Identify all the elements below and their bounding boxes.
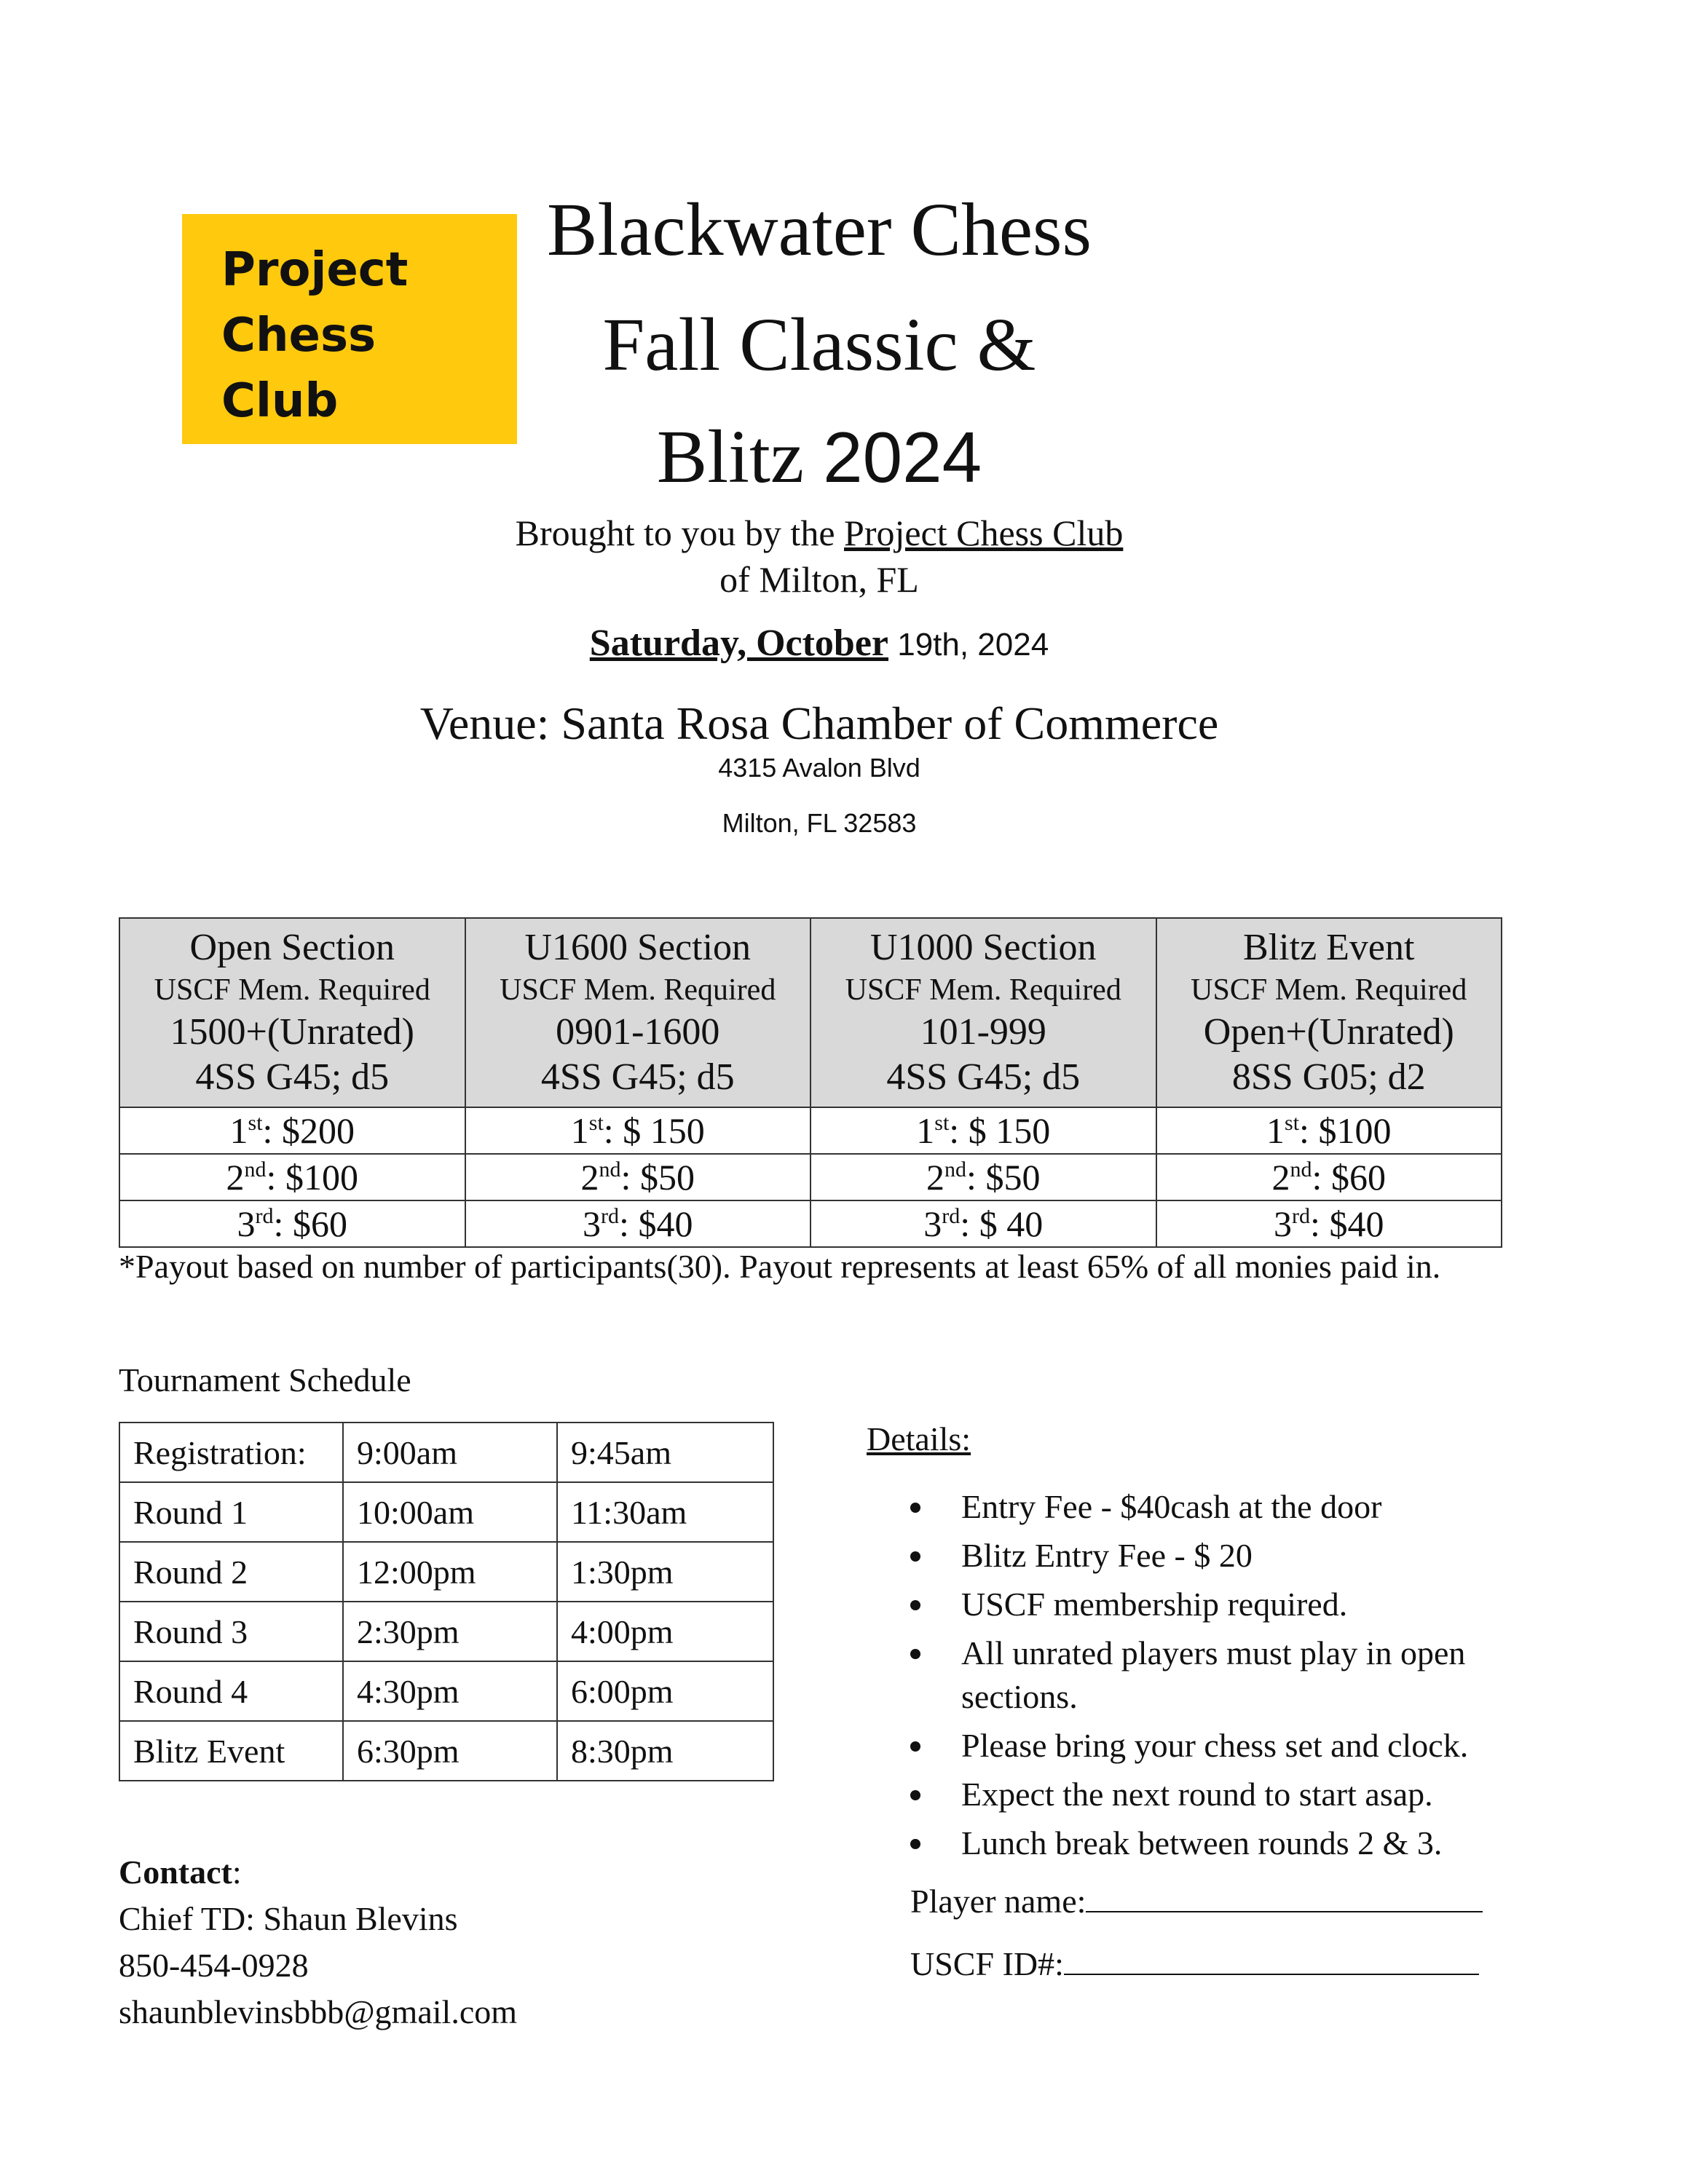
place-number: 2 [580, 1157, 599, 1198]
prize-cell: 1st: $100 [1156, 1107, 1502, 1154]
byline [364, 510, 1274, 556]
prize-amount: $ 150 [623, 1110, 705, 1151]
place-number: 1 [570, 1110, 589, 1151]
place-suffix: st [248, 1111, 263, 1135]
prize-amount: $50 [639, 1157, 695, 1198]
uscf-id-blank[interactable] [1064, 1944, 1479, 1975]
date-day: Saturday, October [589, 622, 888, 664]
schedule-end: 6:00pm [557, 1661, 773, 1721]
prize-cell: 3rd: $60 [119, 1200, 465, 1247]
place-suffix: nd [599, 1158, 621, 1182]
section-name: U1000 Section [869, 927, 1097, 968]
schedule-start: 10:00am [343, 1482, 557, 1542]
player-name-label: Player name: [910, 1883, 1086, 1920]
schedule-start: 4:30pm [343, 1661, 557, 1721]
prize-cell: 2nd: $100 [119, 1154, 465, 1200]
schedule-row [119, 1602, 773, 1661]
section-format: 4SS G45; d5 [195, 1056, 390, 1098]
place-number: 3 [237, 1203, 256, 1244]
title-line-3 [437, 414, 1202, 501]
place-suffix: rd [1292, 1204, 1311, 1228]
title-blitz: Blitz [656, 415, 805, 499]
event-date [364, 620, 1274, 668]
venue-name: Venue: Santa Rosa Chamber of Commerce [419, 697, 1219, 749]
section-name: Open Section [189, 927, 395, 968]
section-name: U1600 Section [524, 927, 752, 968]
schedule-event: Blitz Event [119, 1721, 343, 1781]
venue-address-1: 4315 Avalon Blvd [718, 753, 920, 783]
payout-note: *Payout based on number of participants(30). Payout represents at least 65% of all monies paid in. [119, 1248, 1441, 1285]
prize-cell: 1st: $ 150 [811, 1107, 1156, 1154]
date-rest: 19th, 2024 [888, 627, 1049, 662]
first-prize-row [119, 1107, 1502, 1154]
section-open [119, 918, 465, 1107]
schedule-start: 12:00pm [343, 1542, 557, 1602]
schedule-table [119, 1422, 774, 1781]
prize-amount: $40 [638, 1203, 693, 1244]
prize-cell: 2nd: $60 [1156, 1154, 1502, 1200]
place-suffix: rd [255, 1204, 274, 1228]
section-u1000 [811, 918, 1156, 1107]
details-item: All unrated players must play in open sections. [910, 1631, 1566, 1719]
prize-cell: 3rd: $40 [465, 1200, 811, 1247]
section-blitz [1156, 918, 1502, 1107]
details-item: Please bring your chess set and clock. [910, 1724, 1566, 1768]
prize-amount: $200 [281, 1110, 355, 1151]
prize-amount: $60 [292, 1203, 347, 1244]
section-rating-range: 0901-1600 [556, 1011, 720, 1053]
prize-amount: $100 [285, 1157, 358, 1198]
place-number: 1 [916, 1110, 935, 1151]
schedule-row [119, 1721, 773, 1781]
section-rating-range: Open+(Unrated) [1203, 1011, 1454, 1053]
place-suffix: st [588, 1111, 604, 1135]
schedule-row [119, 1423, 773, 1482]
place-number: 3 [583, 1203, 602, 1244]
schedule-end: 1:30pm [557, 1542, 773, 1602]
place-number: 2 [926, 1157, 945, 1198]
section-format: 8SS G05; d2 [1231, 1056, 1426, 1098]
schedule-event: Registration: [119, 1423, 343, 1482]
details-item: Entry Fee - $40cash at the door [910, 1485, 1566, 1529]
place-suffix: nd [244, 1158, 267, 1182]
section-u1600 [465, 918, 811, 1107]
title-line-2: Fall Classic & [602, 303, 1036, 387]
prize-amount: $40 [1329, 1203, 1384, 1244]
schedule-event: Round 3 [119, 1602, 343, 1661]
section-membership: USCF Mem. Required [154, 973, 430, 1007]
logo-line-3: Club [221, 374, 339, 428]
section-format: 4SS G45; d5 [540, 1056, 735, 1098]
prize-cell: 1st: $200 [119, 1107, 465, 1154]
schedule-start: 2:30pm [343, 1602, 557, 1661]
logo-line-1: Project [221, 243, 409, 297]
section-rating-range: 1500+(Unrated) [170, 1011, 414, 1053]
contact-colon: : [232, 1853, 242, 1891]
section-format: 4SS G45; d5 [886, 1056, 1081, 1098]
details-item: Expect the next round to start asap. [910, 1773, 1566, 1816]
place-number: 1 [229, 1110, 248, 1151]
title-line-1: Blackwater Chess [546, 188, 1092, 272]
schedule-start: 9:00am [343, 1423, 557, 1482]
schedule-row [119, 1661, 773, 1721]
details-item: USCF membership required. [910, 1583, 1566, 1626]
place-suffix: st [934, 1111, 950, 1135]
player-name-field[interactable] [910, 1880, 1483, 1923]
contact-td: Chief TD: Shaun Blevins [119, 1900, 458, 1937]
section-membership: USCF Mem. Required [1191, 973, 1467, 1007]
prize-amount: $100 [1318, 1110, 1392, 1151]
prize-cell: 1st: $ 150 [465, 1107, 811, 1154]
venue-address-2: Milton, FL 32583 [722, 808, 917, 838]
contact-heading [119, 1849, 517, 1896]
contact-phone[interactable]: 850-454-0928 [119, 1947, 309, 1984]
place-number: 3 [923, 1203, 942, 1244]
place-suffix: nd [1290, 1158, 1312, 1182]
section-rating-range: 101-999 [920, 1011, 1046, 1053]
uscf-id-label: USCF ID#: [910, 1945, 1064, 1982]
schedule-title: Tournament Schedule [119, 1361, 411, 1398]
place-suffix: rd [942, 1204, 961, 1228]
prize-amount: $50 [985, 1157, 1041, 1198]
schedule-end: 11:30am [557, 1482, 773, 1542]
schedule-event: Round 2 [119, 1542, 343, 1602]
player-name-blank[interactable] [1086, 1882, 1483, 1912]
logo-line-2: Chess [221, 309, 376, 363]
schedule-end: 4:00pm [557, 1602, 773, 1661]
schedule-row [119, 1482, 773, 1542]
prize-cell: 2nd: $50 [465, 1154, 811, 1200]
prize-cell: 3rd: $ 40 [811, 1200, 1156, 1247]
place-number: 2 [226, 1157, 245, 1198]
second-prize-row [119, 1154, 1502, 1200]
contact-email[interactable]: shaunblevinsbbb@gmail.com [119, 1993, 518, 2030]
byline-prefix: Brought to you by the [515, 513, 845, 553]
details-item: Blitz Entry Fee - $ 20 [910, 1534, 1566, 1578]
section-membership: USCF Mem. Required [500, 973, 776, 1007]
sections-header-row [119, 918, 1502, 1107]
schedule-end: 9:45am [557, 1423, 773, 1482]
prize-amount: $ 150 [968, 1110, 1051, 1151]
sections-table [119, 917, 1502, 1248]
schedule-start: 6:30pm [343, 1721, 557, 1781]
section-name: Blitz Event [1243, 927, 1415, 968]
project-chess-club-link[interactable]: Project Chess Club [844, 513, 1124, 553]
contact-label: Contact [119, 1853, 232, 1891]
contact-block [119, 1849, 517, 2035]
title-year: 2024 [823, 417, 982, 497]
byline-location: of Milton, FL [719, 559, 919, 600]
place-number: 2 [1271, 1157, 1290, 1198]
schedule-event: Round 4 [119, 1661, 343, 1721]
schedule-end: 8:30pm [557, 1721, 773, 1781]
place-suffix: rd [601, 1204, 620, 1228]
prize-cell: 2nd: $50 [811, 1154, 1156, 1200]
third-prize-row [119, 1200, 1502, 1247]
place-number: 3 [1274, 1203, 1293, 1244]
prize-amount: $60 [1330, 1157, 1386, 1198]
schedule-row [119, 1542, 773, 1602]
details-list [910, 1485, 1566, 1870]
place-number: 1 [1266, 1110, 1285, 1151]
details-title: Details: [867, 1420, 971, 1457]
uscf-id-field[interactable] [910, 1942, 1479, 1986]
prize-amount: $ 40 [979, 1203, 1044, 1244]
place-suffix: nd [944, 1158, 967, 1182]
prize-cell: 3rd: $40 [1156, 1200, 1502, 1247]
schedule-event: Round 1 [119, 1482, 343, 1542]
details-item: Lunch break between rounds 2 & 3. [910, 1821, 1566, 1865]
place-suffix: st [1285, 1111, 1300, 1135]
section-membership: USCF Mem. Required [845, 973, 1121, 1007]
